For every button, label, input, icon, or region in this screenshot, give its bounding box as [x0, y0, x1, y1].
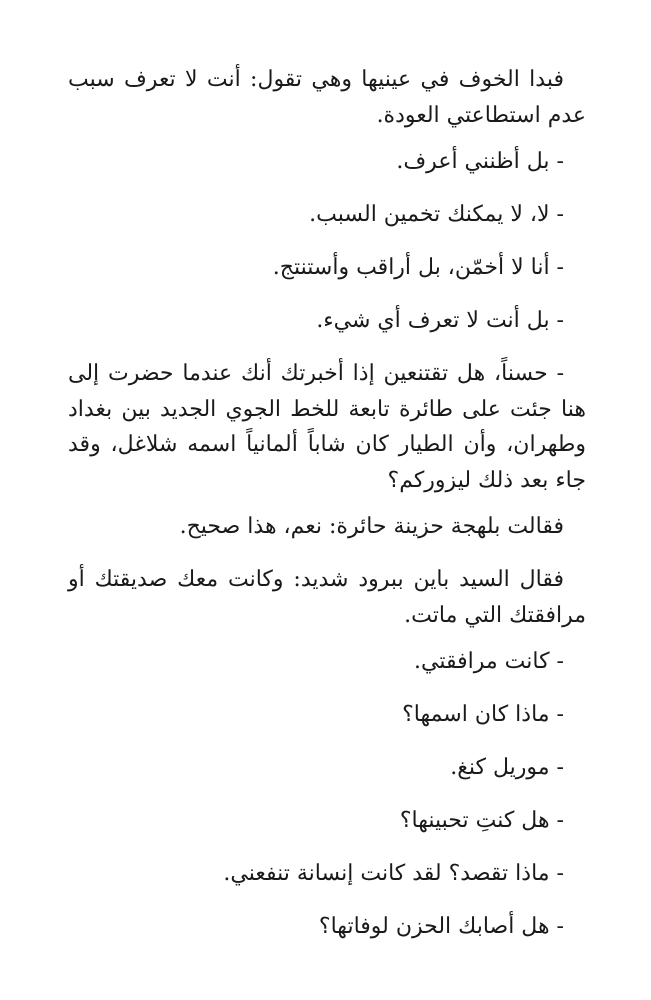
- dialogue-line: - موريل كنغ.: [450, 755, 564, 780]
- dialogue-line: - هل أصابك الحزن لوفاتها؟: [318, 914, 564, 939]
- dialogue-paragraph: - حسناً، هل تقتنعين إذا أخبرتك أنك عندما حضرت إلى هنا جئت على طائرة تابعة للخط الجوي الجديد بين بغداد وطهران، وأن الطيار كان شاباً ألمانياً اسمه شلاغل، وقد جاء بعد ذلك ليزوركم؟: [68, 361, 586, 493]
- dialogue-line: - ماذا تقصد؟ لقد كانت إنسانة تنفعني.: [223, 861, 564, 886]
- dialogue-line: - ماذا كان اسمها؟: [402, 702, 564, 727]
- book-page: [68, 62, 586, 962]
- narration-paragraph: فبدا الخوف في عينيها وهي تقول: أنت لا تعرف سبب عدم استطاعتي العودة.: [68, 67, 586, 128]
- dialogue-line: - كانت مرافقتي.: [414, 649, 564, 674]
- dialogue-line: - بل أنت لا تعرف أي شيء.: [316, 308, 564, 333]
- narration-paragraph: فقال السيد باين ببرود شديد: وكانت معك صديقتك أو مرافقتك التي ماتت.: [68, 567, 586, 628]
- narration-line: فقالت بلهجة حزينة حائرة: نعم، هذا صحيح.: [179, 514, 564, 539]
- dialogue-line: - بل أظنني أعرف.: [396, 149, 564, 174]
- dialogue-line: - هل كنتِ تحبينها؟: [399, 808, 564, 833]
- dialogue-line: - أنا لا أخمّن، بل أراقب وأستنتج.: [272, 255, 564, 280]
- dialogue-line: - لا، لا يمكنك تخمين السبب.: [309, 202, 564, 227]
